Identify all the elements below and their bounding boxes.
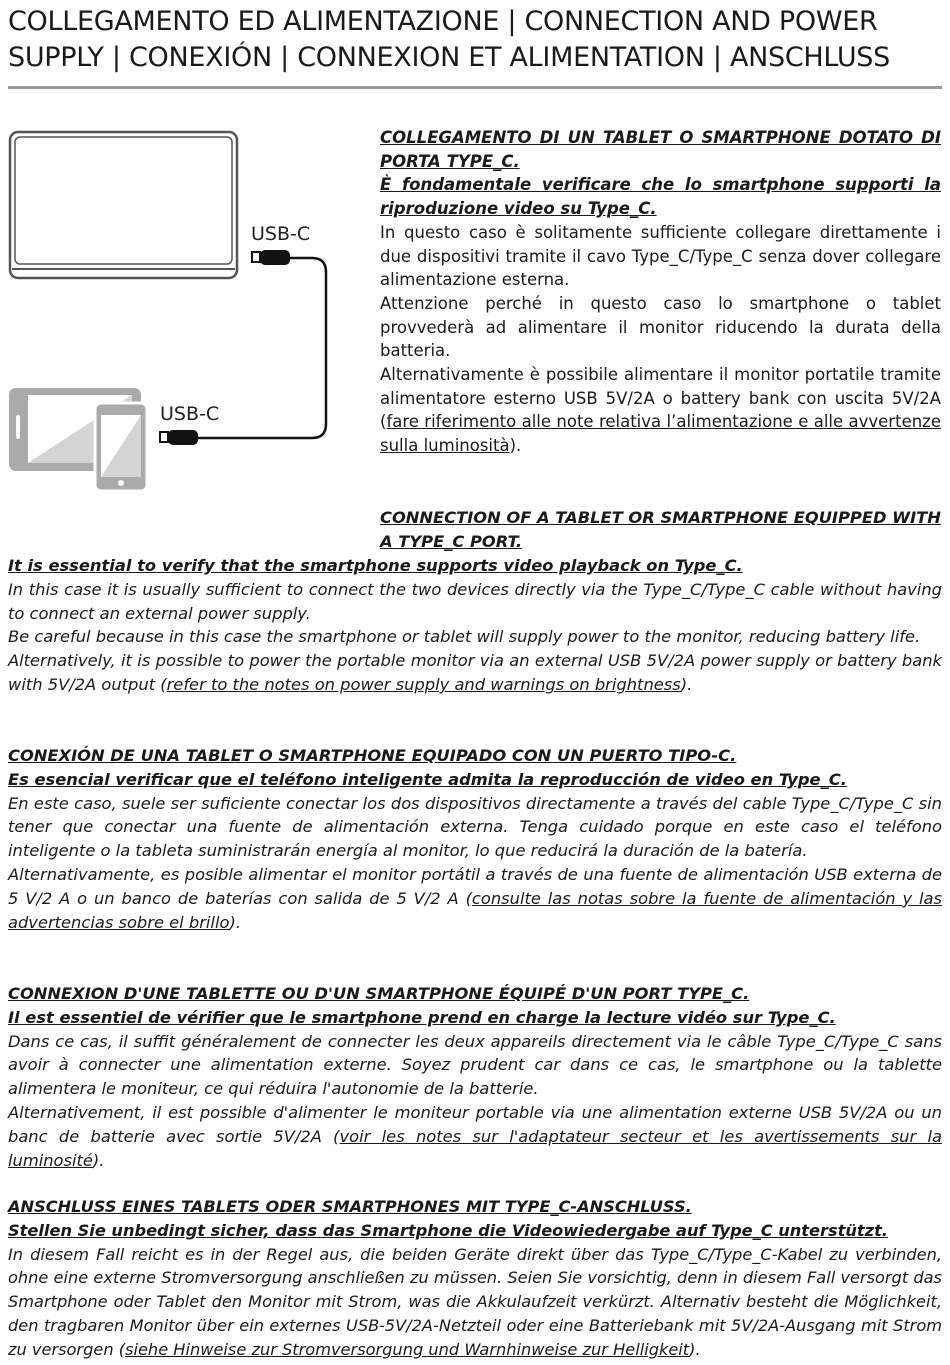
french-reference-link: voir les notes sur l'adaptateur secteur et les avertissements sur la luminosité bbox=[8, 1126, 942, 1170]
english-paragraph-2: Be careful because in this case the smartphone or tablet will supply power to the monitor, reducing battery life. bbox=[8, 627, 921, 647]
usb-c-label-bottom: USB-C bbox=[160, 403, 220, 425]
connection-diagram bbox=[0, 120, 370, 500]
italian-section bbox=[380, 126, 941, 458]
french-section bbox=[8, 982, 942, 1172]
italian-note: È fondamentale verificare che lo smartphone supporti la riproduzione video su Type_C. bbox=[380, 175, 941, 219]
usb-c-plug-icon-bottom bbox=[160, 430, 198, 445]
spanish-section bbox=[8, 744, 942, 934]
german-section bbox=[8, 1195, 942, 1362]
italian-paragraph-3: Alternativamente è possibile alimentare il monitor portatile tramite alimentatore esterno USB 5V/2A o battery bank con uscita 5V/2A (fare riferimento alle note relativa l’alimentazione e alle avvertenze sulla luminosità). bbox=[380, 365, 941, 456]
french-note: Il est essentiel de vérifier que le smartphone prend en charge la lecture vidéo sur Type_C. bbox=[8, 1007, 836, 1027]
usb-c-label-top: USB-C bbox=[251, 223, 311, 245]
page-title: COLLEGAMENTO ED ALIMENTAZIONE | CONNECTION AND POWER SUPPLY | CONEXIÓN | CONNEXION ET ALIMENTATION | ANSCHLUSS bbox=[8, 6, 890, 73]
german-note: Stellen Sie unbedingt sicher, dass das Smartphone die Videowiedergabe auf Type_C unterstützt. bbox=[8, 1220, 888, 1240]
spanish-note: Es esencial verificar que el teléfono inteligente admita la reproducción de video en Type_C. bbox=[8, 769, 847, 789]
english-paragraph-3: Alternatively, it is possible to power the portable monitor via an external USB 5V/2A power supply or battery bank with 5V/2A output (refer to the notes on power supply and warnings on brightness). bbox=[8, 651, 942, 694]
italian-paragraph-1: In questo caso è solitamente sufficiente collegare direttamente i due dispositivi tramite il cavo Type_C/Type_C senza dover collegare alimentazione esterna. bbox=[380, 222, 941, 290]
italian-heading: COLLEGAMENTO DI UN TABLET O SMARTPHONE DOTATO DI PORTA TYPE_C. bbox=[380, 128, 941, 171]
usb-c-plug-icon-top bbox=[252, 250, 290, 265]
spanish-paragraph-1: En este caso, suele ser suficiente conectar los dos dispositivos directamente a través del cable Type_C/Type_C sin tener que conectar una fuente de alimentación externa. Tenga cuidado porque en este caso el teléfono inteligente o la tableta suministrarán energía al monitor, lo que reducirá la duración de la batería. bbox=[8, 793, 942, 861]
french-paragraph-1: Dans ce cas, il suffit généralement de connecter les deux appareils directement via le câble Type_C/Type_C sans avoir à connecter une alimentation externe. Soyez prudent car dans ce cas, le smartphone ou la tablette alimentera le moniteur, ce qui réduira l'autonomie de la batterie. bbox=[8, 1031, 942, 1099]
german-paragraph-1: In diesem Fall reicht es in der Regel aus, die beiden Geräte direkt über das Type_C/Type_C-Kabel zu verbinden, ohne eine externe Stromversorgung anschließen zu müssen. Seien Sie vorsichtig, denn in diesem Fall versorgt das Smartphone oder Tablet den Monitor mit Strom, was die Akkulaufzeit verkürzt. Alternativ besteht die Möglichkeit, den tragbaren Monitor über ein externes USB-5V/2A-Netzteil oder eine Batteriebank mit 5V/2A-Ausgang mit Strom zu versorgen (siehe Hinweise zur Stromversorgung und Warnhinweise zur Helligkeit). bbox=[8, 1244, 942, 1359]
italian-paragraph-2: Attenzione perché in questo caso lo smartphone o tablet provvederà ad alimentare il monitor riducendo la durata della batteria. bbox=[380, 293, 941, 361]
english-reference-link: refer to the notes on power supply and warnings on brightness bbox=[166, 674, 681, 694]
english-note: It is essential to verify that the smartphone supports video playback on Type_C. bbox=[8, 556, 743, 575]
english-heading: CONNECTION OF A TABLET OR SMARTPHONE EQUIPPED WITH A TYPE_C PORT. bbox=[380, 508, 941, 551]
spanish-heading: CONEXIÓN DE UNA TABLET O SMARTPHONE EQUIPADO CON UN PUERTO TIPO-C. bbox=[8, 746, 737, 765]
german-reference-link: siehe Hinweise zur Stromversorgung und Warnhinweise zur Helligkeit bbox=[125, 1339, 690, 1359]
portable-monitor-icon bbox=[10, 132, 237, 278]
french-paragraph-2: Alternativement, il est possible d'alimenter le moniteur portable via une alimentation externe USB 5V/2A ou un banc de batterie avec sortie 5V/2A (voir les notes sur l'adaptateur secteur et les avertissements sur la luminosité). bbox=[8, 1102, 942, 1170]
smartphone-icon bbox=[95, 403, 147, 491]
english-paragraph-1: In this case it is usually sufficient to connect the two devices directly via the Type_C/Type_C cable without having to connect an external power supply. bbox=[8, 579, 942, 623]
title-divider bbox=[8, 86, 942, 89]
german-heading: ANSCHLUSS EINES TABLETS ODER SMARTPHONES MIT TYPE_C-ANSCHLUSS. bbox=[8, 1197, 692, 1216]
spanish-reference-link: consulte las notas sobre la fuente de alimentación y las advertencias sobre el brillo bbox=[8, 888, 942, 932]
english-section bbox=[8, 554, 942, 697]
spanish-paragraph-2: Alternativamente, es posible alimentar el monitor portátil a través de una fuente de alimentación USB externa de 5 V/2 A o un banco de baterías con salida de 5 V/2 A (consulte las notas sobre la fuente de alimentación y las advertencias sobre el brillo). bbox=[8, 864, 942, 932]
french-heading: CONNEXION D'UNE TABLETTE OU D'UN SMARTPHONE ÉQUIPÉ D'UN PORT TYPE_C. bbox=[8, 984, 750, 1003]
italian-reference-link: fare riferimento alle note relativa l’alimentazione e alle avvertenze sulla luminosità bbox=[380, 412, 941, 456]
